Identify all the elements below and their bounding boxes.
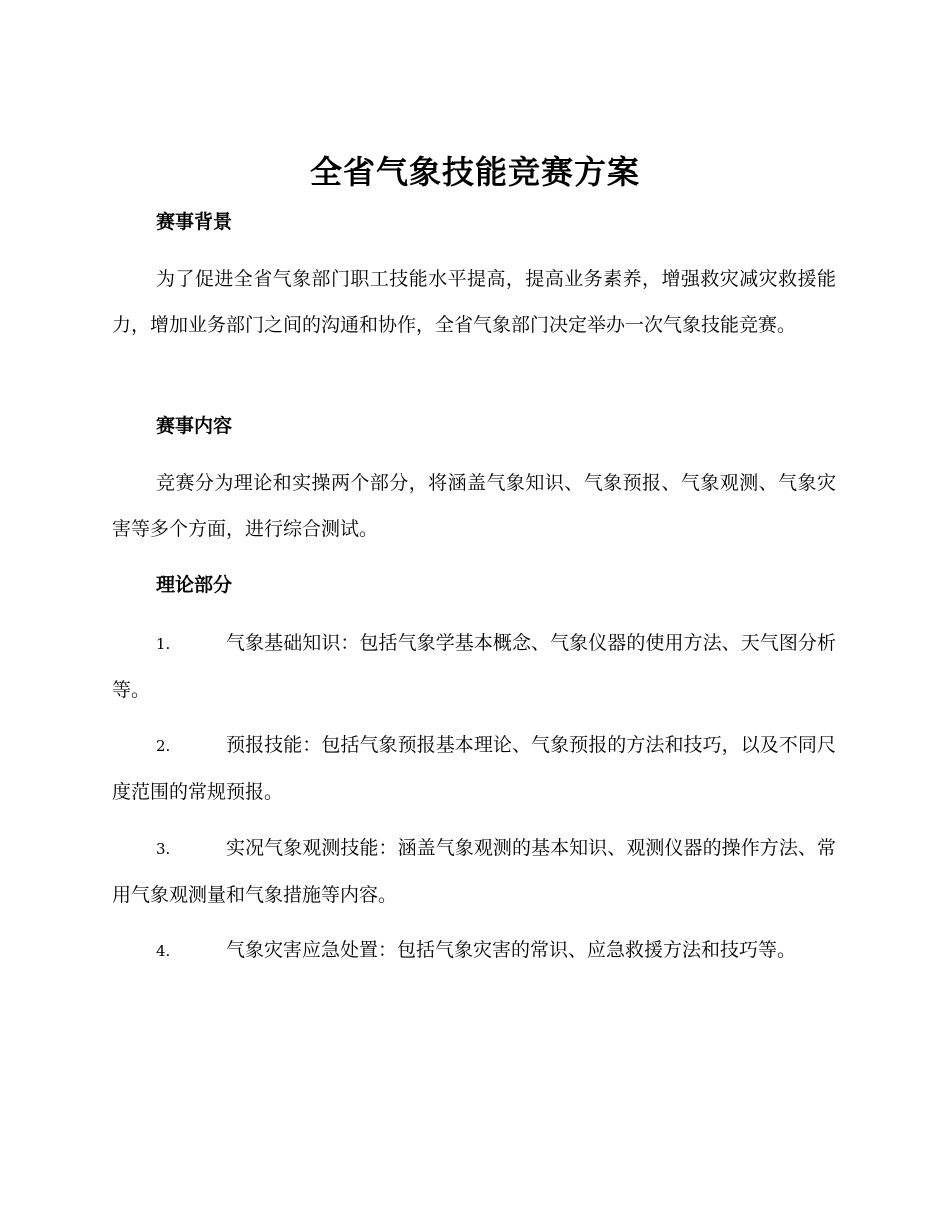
- section-paragraph-content: 竞赛分为理论和实操两个部分，将涵盖气象知识、气象预报、气象观测、气象灾害等多个方面，进行综合测试。: [112, 472, 836, 540]
- list-item-text: 预报技能：包括气象预报基本理论、气象预报的方法和技巧，以及不同尺度范围的常规预报。: [112, 734, 836, 803]
- list-item: [112, 620, 836, 713]
- list-item-number: 4.: [156, 942, 171, 960]
- document-title: 全省气象技能竞赛方案: [309, 153, 640, 191]
- section-heading-content: 赛事内容: [156, 415, 233, 437]
- section-heading-background: 赛事背景: [156, 211, 233, 233]
- list-item: [112, 927, 836, 974]
- list-item-number: 1.: [156, 635, 171, 653]
- list-item-text: 气象基础知识：包括气象学基本概念、气象仪器的使用方法、天气图分析等。: [112, 632, 836, 701]
- list-item-number: 3.: [156, 840, 171, 858]
- section-paragraph-background: 为了促进全省气象部门职工技能水平提高，提高业务素养，增强救灾减灾救援能力，增加业务部门之间的沟通和协作，全省气象部门决定举办一次气象技能竞赛。: [112, 268, 836, 336]
- list-item-number: 2.: [156, 737, 171, 755]
- list-item-text: 实况气象观测技能：涵盖气象观测的基本知识、观测仪器的操作方法、常用气象观测量和气象措施等内容。: [112, 837, 836, 906]
- list-item-text: 气象灾害应急处置：包括气象灾害的常识、应急救援方法和技巧等。: [226, 939, 797, 961]
- list-item: [112, 722, 836, 815]
- section-heading-theory: 理论部分: [156, 574, 233, 596]
- list-item: [112, 825, 836, 918]
